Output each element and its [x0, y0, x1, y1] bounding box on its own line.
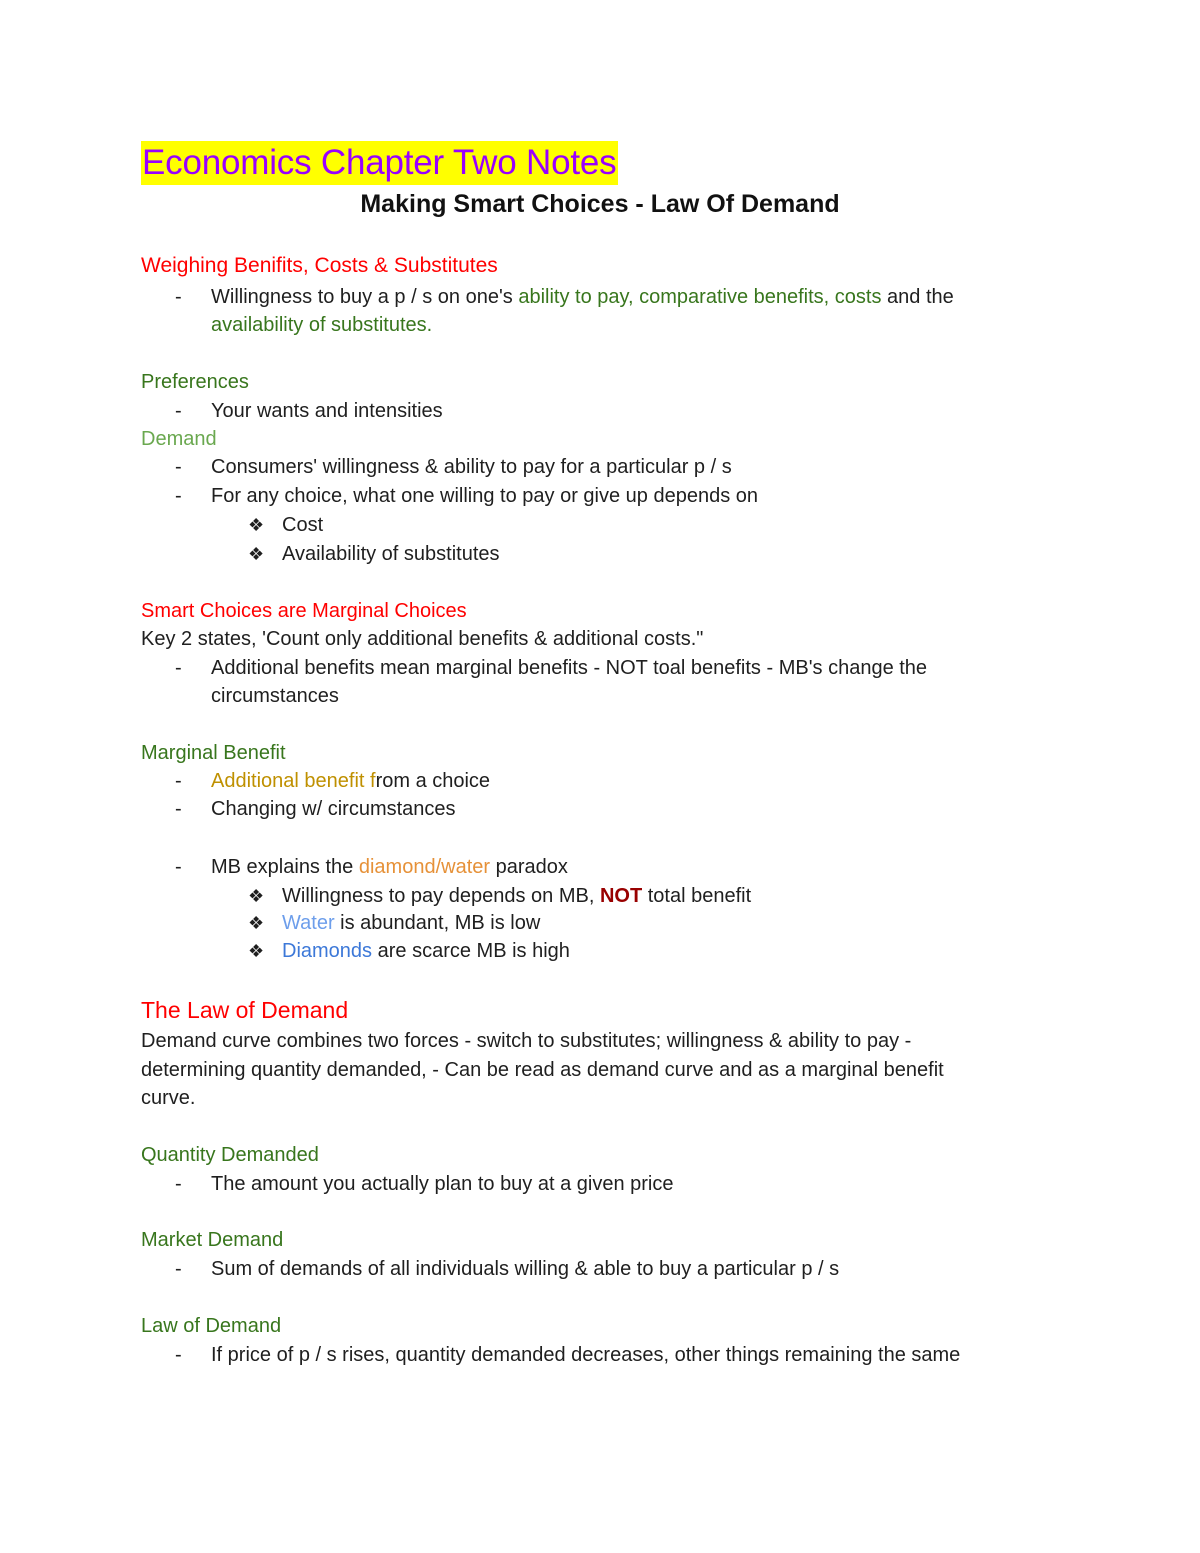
sub-bullet-water	[282, 909, 540, 937]
emphasis-text: NOT	[599, 885, 643, 907]
bullet-text: Willingness to buy a p / s on one's	[211, 286, 519, 308]
diamond-bullet-icon: ❖	[248, 941, 265, 961]
paragraph-demand-curve-3: curve.	[141, 1087, 196, 1109]
heading-law-of-demand-section: The Law of Demand	[141, 997, 349, 1023]
highlight-text: Additional benefit f	[211, 770, 376, 792]
bullet-text: and the	[881, 286, 954, 308]
bullet-text: is abundant, MB is low	[334, 912, 541, 934]
bullet-dash: -	[175, 456, 182, 478]
paragraph-demand-curve-1: Demand curve combines two forces - switch to substitutes; willingness & ability to pay -	[141, 1030, 912, 1052]
heading-market-demand: Market Demand	[141, 1229, 284, 1251]
bullet-additional-benefit	[211, 767, 490, 795]
bullet-wants: Your wants and intensities	[211, 400, 443, 422]
bullet-dash: -	[175, 485, 182, 507]
title-block	[141, 141, 618, 185]
bullet-text: total benefit	[642, 885, 752, 907]
bullet-dash: -	[175, 856, 182, 878]
bullet-text: MB explains the	[211, 856, 359, 878]
diamond-bullet-icon: ❖	[248, 515, 265, 535]
page-subtitle: Making Smart Choices - Law Of Demand	[360, 190, 840, 218]
bullet-dash: -	[175, 657, 182, 679]
heading-marginal-benefit: Marginal Benefit	[141, 742, 286, 764]
highlight-text: Water	[282, 912, 335, 934]
heading-quantity-demanded: Quantity Demanded	[141, 1144, 319, 1166]
sub-bullet-availability: Availability of substitutes	[282, 543, 500, 565]
bullet-willingness	[211, 283, 954, 311]
heading-smart-choices: Smart Choices are Marginal Choices	[141, 600, 467, 622]
bullet-mb-paradox	[211, 853, 568, 881]
heading-demand: Demand	[141, 428, 217, 450]
bullet-any-choice: For any choice, what one willing to pay or give up depends on	[211, 485, 759, 507]
bullet-price-rises: If price of p / s rises, quantity demanded decreases, other things remaining the same	[211, 1344, 961, 1366]
heading-preferences: Preferences	[141, 371, 249, 393]
bullet-dash: -	[175, 1258, 182, 1280]
highlight-text: diamond/water	[358, 856, 491, 878]
diamond-bullet-icon: ❖	[248, 544, 265, 564]
paragraph-demand-curve-2: determining quantity demanded, - Can be read as demand curve and as a marginal benefit	[141, 1059, 944, 1081]
highlight-text: Diamonds	[282, 940, 373, 962]
bullet-consumers: Consumers' willingness & ability to pay for a particular p / s	[211, 456, 732, 478]
bullet-text: paradox	[490, 856, 568, 878]
bullet-text: Willingness to pay depends on MB,	[282, 885, 600, 907]
bullet-sum-demands: Sum of demands of all individuals willing & able to buy a particular p / s	[211, 1258, 840, 1280]
highlight-text: ability to pay, comparative benefits, costs	[518, 286, 882, 308]
bullet-dash: -	[175, 770, 182, 792]
sub-bullet-cost: Cost	[282, 514, 324, 536]
bullet-dash: -	[175, 1344, 182, 1366]
bullet-text: rom a choice	[375, 770, 491, 792]
sub-bullet-willingness-mb	[282, 882, 751, 910]
bullet-amount: The amount you actually plan to buy at a given price	[211, 1173, 674, 1195]
bullet-text: are scarce MB is high	[372, 940, 570, 962]
heading-weighing: Weighing Benifits, Costs & Substitutes	[141, 254, 498, 277]
bullet-changing: Changing w/ circumstances	[211, 798, 456, 820]
paragraph-key2: Key 2 states, 'Count only additional benefits & additional costs."	[141, 628, 704, 650]
page-title: Economics Chapter Two Notes	[141, 141, 618, 185]
bullet-dash: -	[175, 286, 182, 308]
diamond-bullet-icon: ❖	[248, 913, 265, 933]
bullet-dash: -	[175, 798, 182, 820]
bullet-dash: -	[175, 400, 182, 422]
bullet-additional-benefits: Additional benefits mean marginal benefits - NOT toal benefits - MB's change the	[211, 657, 928, 679]
heading-law-of-demand: Law of Demand	[141, 1315, 282, 1337]
bullet-additional-benefits-cont: circumstances	[211, 685, 339, 707]
diamond-bullet-icon: ❖	[248, 886, 265, 906]
sub-bullet-diamonds	[282, 937, 570, 965]
bullet-dash: -	[175, 1173, 182, 1195]
bullet-willingness-cont: availability of substitutes.	[211, 314, 433, 336]
